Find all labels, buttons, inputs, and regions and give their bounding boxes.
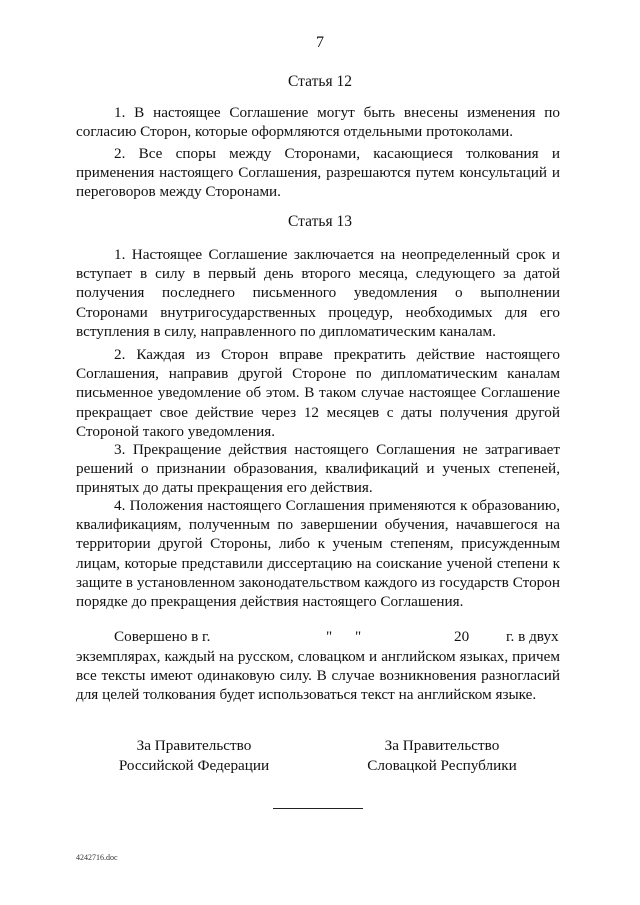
article-13-heading: Статья 13 [288, 213, 352, 230]
end-divider [273, 808, 363, 809]
signature-russia-line1: За Правительство [136, 737, 252, 754]
signature-slovakia-line1: За Правительство [384, 737, 500, 754]
year-suffix: г. в двух [506, 628, 559, 645]
done-at-label: Совершено в г. [114, 628, 211, 645]
date-quotes: " " [326, 628, 362, 645]
article-12-paragraph-2: 2. Все споры между Сторонами, касающиеся толкования и применения настоящего Соглашения, разрешаются путем консультаций и переговоров между Сторонами. [76, 145, 560, 201]
closing-paragraph: экземплярах, каждый на русском, словацком и английском языках, причем все тексты имеют одинаковую силу. В случае возникновения разногласий для целей толкования будет использоваться текст на английском языке. [76, 648, 560, 704]
footer-filename: 4242716.doc [76, 853, 118, 862]
signature-russia [84, 736, 304, 776]
page-number: 7 [316, 34, 324, 51]
year-label: 20 [454, 628, 470, 645]
article-13-paragraph-3: 3. Прекращение действия настоящего Соглашения не затрагивает решений о признании образования, квалификаций и ученых степеней, принятых до даты прекращения его действия. [76, 441, 560, 497]
article-12-heading: Статья 12 [288, 73, 352, 90]
signature-slovakia [332, 736, 552, 776]
article-12-paragraph-1: 1. В настоящее Соглашение могут быть внесены изменения по согласию Сторон, которые оформляются отдельными протоколами. [76, 104, 560, 141]
article-13-paragraph-4: 4. Положения настоящего Соглашения применяются к образованию, квалификациям, полученным по завершении обучения, начавшегося на территории другой Стороны, либо к ученым степеням, присужденным лицам, которые представили диссертацию на соискание ученой степени к защите в установленном законодательством каждого из государств Сторон порядке до прекращения действия настоящего Соглашения. [76, 497, 560, 611]
signature-russia-line2: Российской Федерации [118, 757, 270, 774]
signature-slovakia-line2: Словацкой Республики [367, 757, 517, 774]
article-13-paragraph-2: 2. Каждая из Сторон вправе прекратить действие настоящего Соглашения, направив другой Стороне по дипломатическим каналам письменное уведомление об этом. В таком случае настоящее Соглашение прекращает свое действие через 12 месяцев с даты получения другой Стороной такого уведомления. [76, 346, 560, 440]
article-13-paragraph-1: 1. Настоящее Соглашение заключается на неопределенный срок и вступает в силу в первый день второго месяца, следующего за датой получения последнего письменного уведомления о выполнении Сторонами внутригосударственных процедур, необходимых для его вступления в силу, направленного по дипломатическим каналам. [76, 246, 560, 340]
